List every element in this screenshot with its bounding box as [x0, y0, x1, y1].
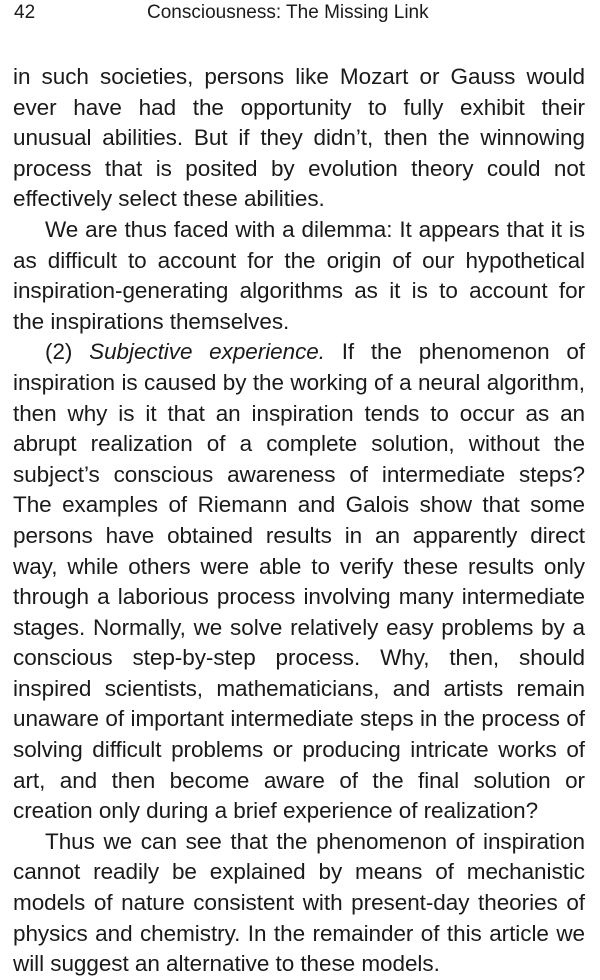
body-text — [13, 62, 585, 980]
page-number: 42 — [14, 2, 36, 23]
running-head-title: Consciousness: The Missing Link — [147, 2, 429, 23]
paragraph-3-heading: Subjective experience. — [89, 339, 325, 365]
paragraph-conclusion — [13, 827, 585, 980]
paragraph-1-text: in such societies, persons like Mozart or Gauss would ever have had the opportunity to fully exhibit their unusual abilities. But if they didn’t, then the winnowing process that is posited by evolution theory could not effectively select these abilities. — [13, 64, 585, 212]
page-header — [14, 0, 586, 30]
paragraph-3-label: (2) — [45, 339, 73, 365]
paragraph-4-text: Thus we can see that the phenomenon of inspiration cannot readily be explained by means of mechanistic models of nature consistent with present-day theories of physics and chemistry. In the remainder of this article we will suggest an alternative to these models. — [13, 828, 585, 977]
paragraph-2-text: We are thus faced with a dilemma: It appears that it is as difficult to account for the origin of our hypothetical inspiration-generating algorithms as it is to account for the inspirations themselves. — [13, 216, 585, 334]
paragraph-dilemma — [13, 215, 585, 337]
paragraph-3-text: If the phenomenon of inspiration is caused by the working of a neural algorithm, then why is it that an inspiration tends to occur as an abrupt realization of a complete solution, without the subject’s conscious awareness of intermediate steps? The examples of Riemann and Galois show that some persons have obtained results in an apparently direct way, while others were able to verify these results only through a laborious process involving many intermediate stages. Normally, we solve relatively easy problems by a conscious step-by-step process. Why, then, should inspired scientists, mathematicians, and artists remain unaware of important intermediate steps in the process of solving difficult problems or producing intricate works of art, and then become aware of the final solution or creation only during a brief experience of realization? — [13, 339, 585, 824]
paragraph-subjective-experience — [13, 337, 585, 827]
paragraph-continuation — [13, 62, 585, 215]
